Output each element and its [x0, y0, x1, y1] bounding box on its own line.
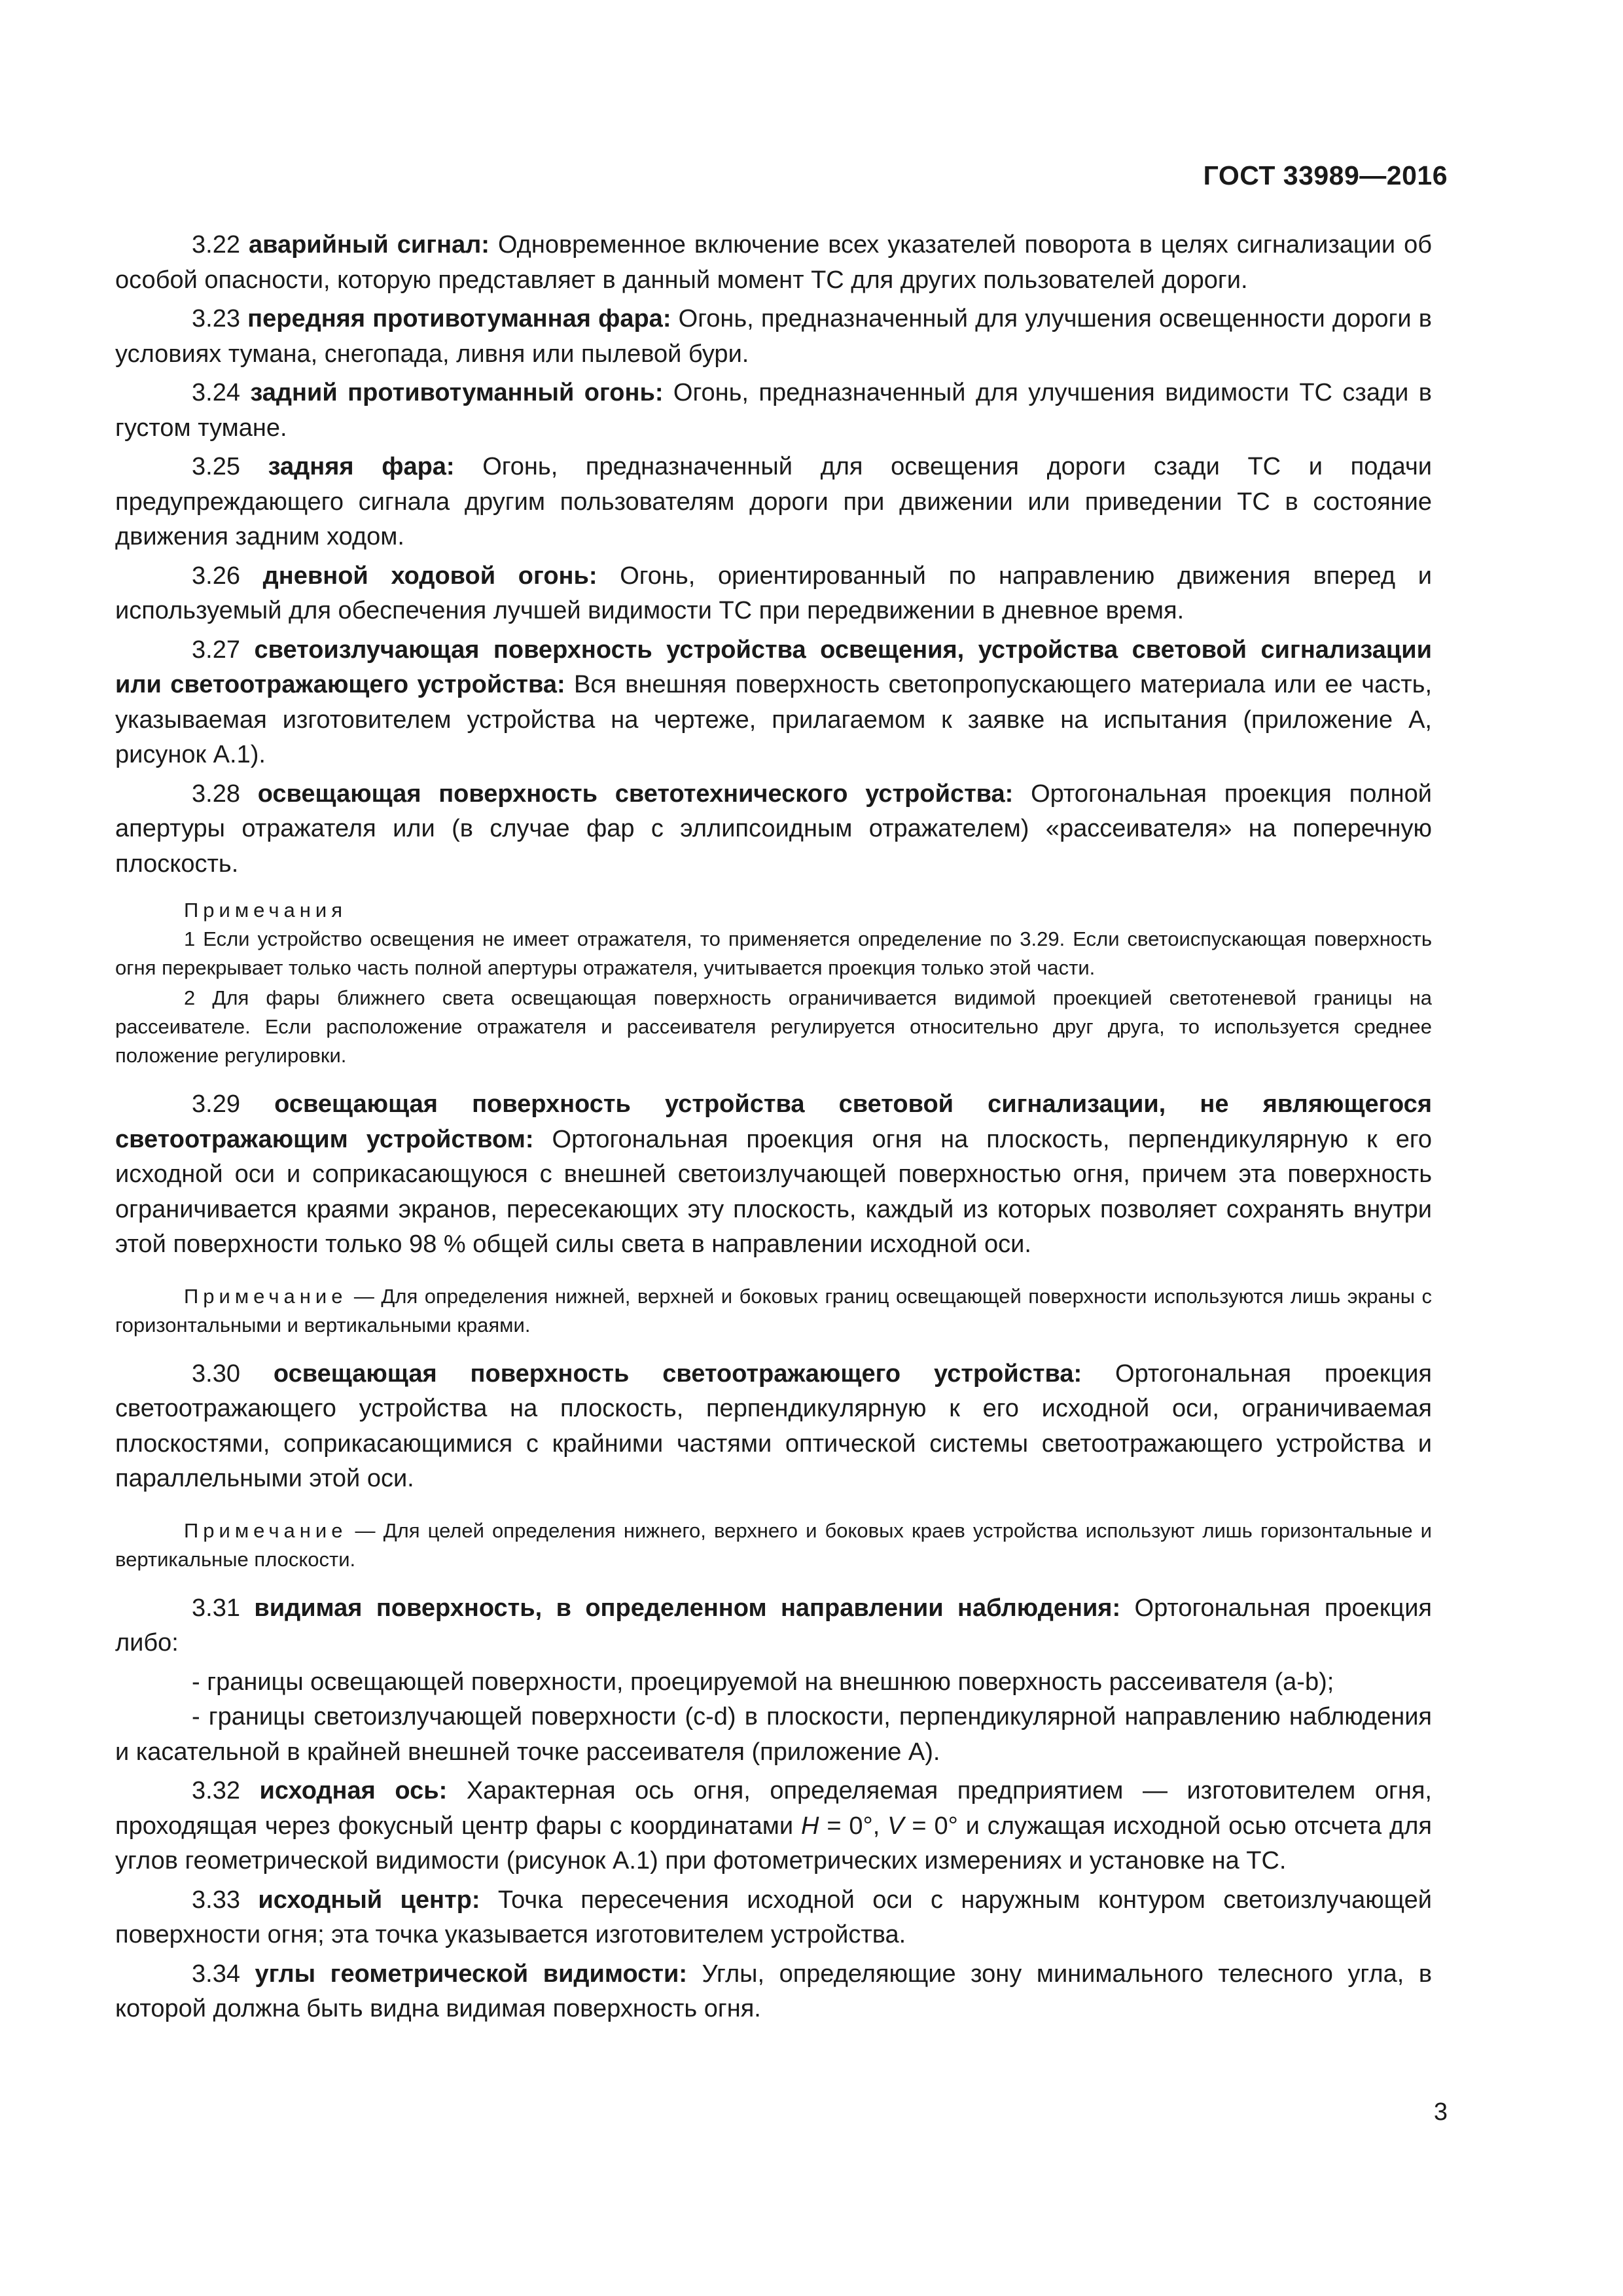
- definition-3-22: [115, 228, 1432, 298]
- clause-number: 3.22: [192, 231, 240, 259]
- definition-text: Огонь, предназначенный для улучшения освещенности дороги в условиях тумана, снегопада, ливня или пылевой бури.: [115, 305, 1432, 368]
- term: дневной ходовой огонь:: [262, 562, 597, 590]
- term: исходный центр:: [258, 1886, 480, 1914]
- term: передняя противотуманная фара:: [247, 305, 671, 332]
- definition-3-28: [115, 777, 1432, 882]
- note-text: Для определения нижней, верхней и боковых границ освещающей поверхности используются лишь экраны с горизонтальными и вертикальными краями.: [115, 1284, 1433, 1336]
- definition-text: Ортогональная проекция светоотражающего устройства на плоскость, перпендикулярную к его исходной оси, ограничиваемая плоскостями, соприкасающимися с крайними частями оптической системы светоотражающего устройства и параллельными этой оси.: [115, 1359, 1433, 1492]
- definition-text: Ортогональная проекция огня на плоскость, перпендикулярную к его исходной оси и соприкасающуюся с внешней светоизлучающей поверхностью огня, причем эта поверхность ограничивается краями экранов, пересекающих эту плоскость, каждый из которых позволяет сохранять внутри этой поверхности только 98 % общей силы света в направлении исходной оси.: [115, 1125, 1433, 1258]
- definition-text: Огонь, предназначенный для освещения дороги сзади ТС и подачи предупреждающего сигнала другим пользователям дороги при движении или приведении ТС в состояние движения задним ходом.: [115, 453, 1432, 550]
- term: углы геометрической видимости:: [255, 1960, 687, 1988]
- symbol-h: H: [801, 1812, 819, 1840]
- definition-3-24: [115, 376, 1432, 446]
- note-item: 2 Для фары ближнего света освещающая поверхность ограничивается видимой проекцией светотеневой границы на рассеивателе. Если расположение отражателя и рассеивателя регулируется относительно друг друга, то используется среднее положение регулировки.: [115, 986, 1432, 1067]
- term: видимая поверхность, в определенном направлении наблюдения:: [254, 1594, 1121, 1622]
- term: светоизлучающая поверхность устройства освещения, устройства световой сигнализации или светоотражающего устройства:: [115, 636, 1433, 698]
- definition-text: Ортогональная проекция полной апертуры отражателя или (в случае фар с эллипсоидным отражателем) «рассеивателя» на поперечную плоскость.: [115, 780, 1433, 878]
- clause-number: 3.25: [192, 453, 240, 480]
- note-item: 1 Если устройство освещения не имеет отражателя, то применяется определение по 3.29. Если светоиспускающая поверхность огня перекрывает только часть полной апертуры отражателя, учитывается проекция только этой части.: [115, 927, 1432, 979]
- definition-text: Вся внешняя поверхность светопропускающего материала или ее часть, указываемая изготовителем устройства на чертеже, прилагаемом к заявке на испытания (приложение А, рисунок А.1).: [115, 671, 1432, 768]
- definition-3-29: [115, 1087, 1432, 1263]
- term: освещающая поверхность светоотражающего устройства:: [273, 1359, 1082, 1388]
- definition-3-31: [115, 1591, 1432, 1661]
- definition-3-33: [115, 1883, 1432, 1953]
- clause-number: 3.24: [192, 379, 240, 406]
- term: освещающая поверхность светотехнического устройства:: [257, 780, 1014, 808]
- note-3-29: [115, 1282, 1432, 1340]
- clause-number: 3.29: [192, 1090, 240, 1118]
- note-dash: —: [347, 1518, 383, 1542]
- clause-number: 3.28: [192, 780, 240, 808]
- clause-number: 3.33: [192, 1886, 240, 1914]
- list-item: - границы светоизлучающей поверхности (c-d) в плоскости, перпендикулярной направлению наблюдения и касательной в крайней внешней точке рассеивателя (приложение А).: [115, 1703, 1432, 1766]
- definition-text: Характерная ось огня, определяемая предприятием — изготовителем огня, проходящая через фокусный центр фары с координатами: [115, 1777, 1432, 1840]
- clause-number: 3.27: [192, 636, 240, 664]
- definition-3-34: [115, 1957, 1432, 2027]
- clause-number: 3.26: [192, 562, 240, 590]
- symbol-v: V: [887, 1812, 904, 1840]
- term: освещающая поверхность устройства световой сигнализации, не являющегося светоотражающим устройством:: [115, 1090, 1432, 1153]
- definition-3-30: [115, 1357, 1432, 1497]
- term: задняя фара:: [268, 453, 455, 480]
- clause-number: 3.32: [192, 1777, 240, 1804]
- clause-number: 3.23: [192, 305, 240, 332]
- definition-3-32: [115, 1774, 1432, 1879]
- definition-3-26: [115, 559, 1432, 629]
- clause-number: 3.31: [192, 1594, 240, 1622]
- definition-text: Углы, определяющие зону минимального телесного угла, в которой должна быть видна видимая поверхность огня.: [115, 1960, 1433, 2022]
- note-3-30: [115, 1516, 1432, 1574]
- definition-3-23: [115, 302, 1432, 372]
- note-label: Примечание: [184, 1518, 348, 1542]
- definition-text: Огонь, предназначенный для улучшения видимости ТС сзади в густом тумане.: [115, 379, 1432, 442]
- term: аварийный сигнал:: [248, 231, 490, 259]
- note-dash: —: [347, 1284, 382, 1308]
- document-body: [115, 228, 1432, 2031]
- term: задний противотуманный огонь:: [250, 379, 664, 406]
- list-item: - границы освещающей поверхности, проецируемой на внешнюю поверхность рассеивателя (a-b);: [192, 1668, 1334, 1696]
- document-code: ГОСТ 33989—2016: [1203, 160, 1448, 190]
- definition-3-25: [115, 450, 1432, 555]
- notes-heading: Примечания: [184, 899, 347, 922]
- clause-number: 3.34: [192, 1960, 240, 1988]
- definition-text: Огонь, ориентированный по направлению движения вперед и используемый для обеспечения лучшей видимости ТС при передвижении в дневное время.: [115, 562, 1433, 624]
- definition-3-27: [115, 633, 1432, 773]
- definition-text: и служащая исходной осью отсчета для углов геометрической видимости (рисунок А.1) при фотометрических измерениях и установке на ТС.: [115, 1812, 1432, 1874]
- definition-text: Одновременное включение всех указателей поворота в целях сигнализации об особой опасности, которую представляет в данный момент ТС для других пользователей дороги.: [115, 231, 1432, 294]
- value-h: = 0°,: [819, 1812, 888, 1840]
- note-label: Примечание: [184, 1284, 348, 1308]
- definition-text: Точка пересечения исходной оси с наружным контуром светоизлучающей поверхности огня; эта точка указывается изготовителем устройства.: [115, 1886, 1432, 1948]
- value-v: = 0°: [904, 1812, 958, 1840]
- page-number: 3: [1433, 2098, 1448, 2126]
- clause-number: 3.30: [192, 1359, 240, 1388]
- term: исходная ось:: [259, 1777, 448, 1804]
- definition-text: Ортогональная проекция либо:: [115, 1594, 1432, 1657]
- note-text: Для целей определения нижнего, верхнего и боковых краев устройства используют лишь горизонтальные и вертикальные плоскости.: [115, 1518, 1433, 1571]
